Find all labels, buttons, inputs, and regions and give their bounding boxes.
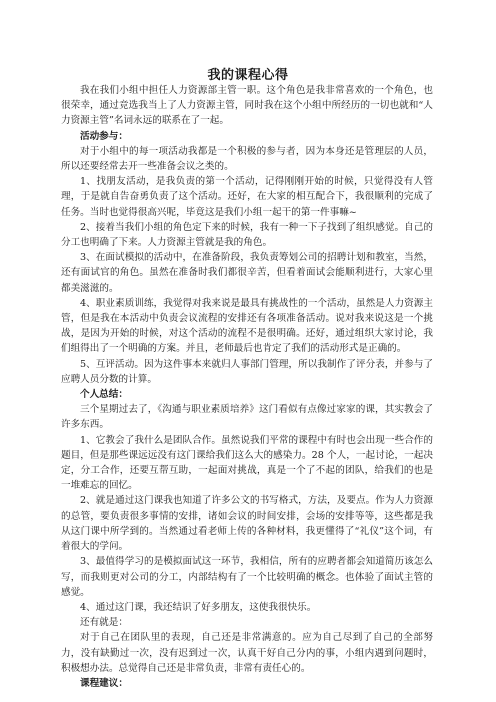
suggestion-heading: 课程建议： bbox=[80, 677, 128, 689]
summary-item-2: 2、就是通过这门课我也知道了许多公文的书写格式，方法，及要点。作为人力资源的总管，要负责很多事情的安排，诸如会议的时间安排，会场的安排等等，这些都是我从这门课中所学到的。当然通过看老师上传的各种材料，我更懂得了“礼仪”这个词，有着很大的学问。 bbox=[61, 495, 433, 553]
summary-intro: 三个星期过去了，《沟通与职业素质培养》这门看似有点像过家家的课，其实教会了许多东西。 bbox=[61, 404, 433, 431]
shortcomings-text: 对于自己在团队里的表现，自己还是非常满意的。应为自己尽到了自己的全部努力，没有缺勤过一次，没有迟到过一次，认真干好自己分内的事，小组内遇到问题时，积极想办法。总觉得自己还是非常负责，非常有责任心的。 bbox=[61, 632, 433, 674]
document-body bbox=[61, 83, 433, 691]
participation-item-4: 4、职业素质训练，我觉得对我来说是最具有挑战性的一个活动，虽然是人力资源主管，但是我在本活动中负责会议流程的安排还有各项准备活动。说对我来说这是一个挑战，是因为开始的时候，对这个活动的流程不是很明确。还好，通过组织大家讨论，我们组得出了一个明确的方案。并且，老师最后也肯定了我们的活动形式是正确的。 bbox=[61, 297, 433, 355]
participation-intro: 对于小组中的每一项活动我都是一个积极的参与者，因为本身还是管理层的人员，所以还要经常去开一些准备会议之类的。 bbox=[61, 145, 433, 173]
participation-heading: 活动参与： bbox=[80, 130, 128, 142]
participation-item-3: 3、在面试模拟的活动中，在准备阶段，我负责筹划公司的招聘计划和教室，当然，还有面试官的角色。虽然在准备时我们都很辛苦，但看着面试会能顺利进行，大家心里都美滋滋的。 bbox=[61, 252, 433, 294]
summary-item-1: 1、它教会了我什么是团队合作。虽然说我们平常的课程中有时也会出现一些合作的题目，但是那些课远远没有这门课给我们这么大的感染力。28 个人，一起讨论，一起决定，分工合作，还要互帮互助，一起面对挑战，真是一个了不起的团队，给我们的也是一堆难忘的回忆。 bbox=[61, 434, 433, 492]
participation-item-5: 5、互评活动。因为这件事本来就归人事部门管理，所以我制作了评分表，并参与了应聘人员分数的计算。 bbox=[61, 358, 433, 385]
document-title: 我的课程心得 bbox=[207, 68, 289, 83]
participation-item-2: 2、接着当我们小组的角色定下来的时候，我有一种一下子找到了组织感觉。自己的分工也明确了下来。人力资源主管就是我的角色。 bbox=[61, 221, 433, 249]
summary-item-3: 3、最值得学习的是模拟面试这一环节，我相信，所有的应聘者都会知道简历该怎么写，而我则更对公司的分工，内部结构有了一个比较明确的概念。也体验了面试主管的感觉。 bbox=[61, 556, 433, 598]
intro-paragraph: 我在我们小组中担任人力资源部主管一职。这个角色是我非常喜欢的一个角色，也很荣幸，通过竞选我当上了人力资源主管，同时我在这个小组中所经历的一切也就和“人力资源主管”名词永远的联系在了一起。 bbox=[61, 85, 433, 127]
summary-heading: 个人总结： bbox=[80, 389, 128, 401]
shortcomings-heading: 还有就是： bbox=[80, 617, 128, 629]
participation-item-1: 1、找朋友活动，是我负责的第一个活动，记得刚刚开始的时候，只觉得没有人管理，于是就自告奋勇负责了这个活动。还好，在大家的相互配合下，我很顺利的完成了任务。当时也觉得很高兴呢，毕竟这是我们小组一起干的第一件事嘛~ bbox=[61, 176, 433, 218]
summary-item-4: 4、通过这门课，我还结识了好多朋友，这使我很快乐。 bbox=[80, 601, 317, 613]
